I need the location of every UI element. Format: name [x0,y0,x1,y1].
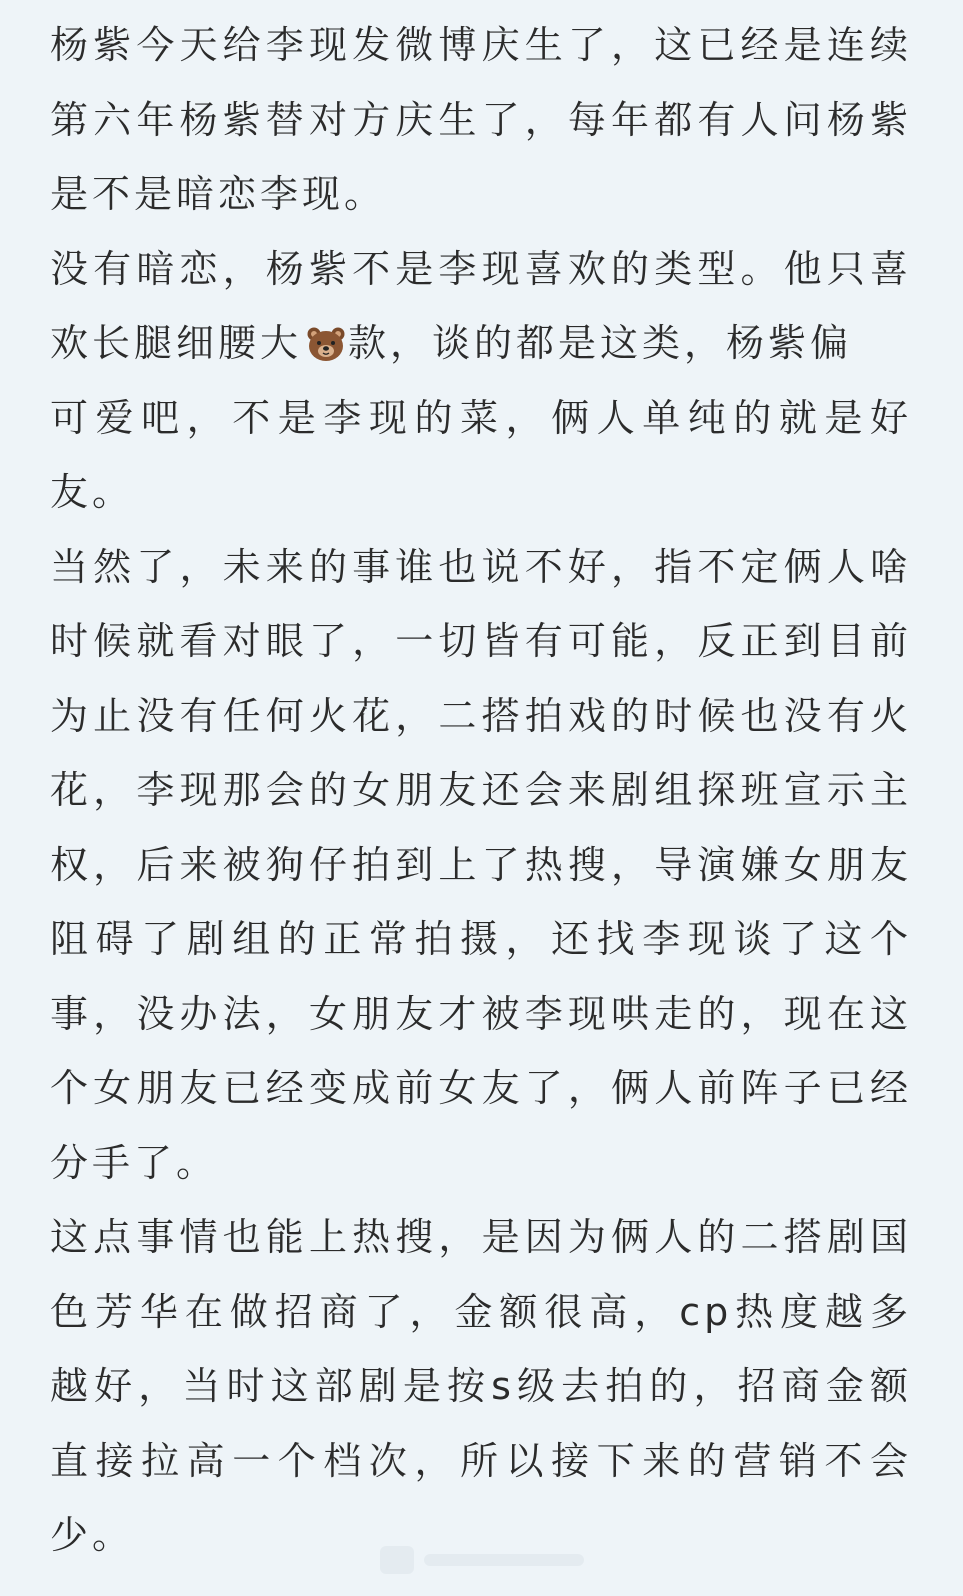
text-line: 越好，当时这部剧是按s级去拍的，招商金额 [50,1364,912,1408]
text-segment: 欢长腿细腰大 [50,321,303,365]
text-segment: 款，谈的都是这类，杨紫偏 [348,321,853,365]
faint-watermark [380,1540,600,1580]
text-line: 分手了。 [50,1140,219,1185]
text-line-with-emoji [50,306,912,381]
text-line: 杨紫今天给李现发微博庆生了，这已经是连续 [50,23,912,67]
text-line: 少。 [50,1513,135,1557]
text-line: 时候就看对眼了，一切皆有可能，反正到目前 [50,619,912,663]
text-line: 色芳华在做招商了，金额很高，cp热度越多 [50,1289,912,1334]
text-line: 没有暗恋，杨紫不是李现喜欢的类型。他只喜 [50,246,912,291]
text-line: 友。 [50,470,135,514]
text-line: 权，后来被狗仔拍到上了热搜，导演嫌女朋友 [50,842,912,887]
bear-face-icon [306,312,346,348]
text-line: 第六年杨紫替对方庆生了，每年都有人问杨紫 [50,97,912,142]
text-line: 花，李现那会的女朋友还会来剧组探班宣示主 [50,768,912,812]
text-line: 这点事情也能上热搜，是因为俩人的二搭剧国 [50,1215,912,1259]
text-line: 可爱吧，不是李现的菜，俩人单纯的就是好 [50,395,912,440]
post-text [50,8,912,1573]
text-line: 事，没办法，女朋友才被李现哄走的，现在这 [50,991,912,1036]
text-line: 是不是暗恋李现。 [50,172,387,216]
text-line: 阻碍了剧组的正常拍摄，还找李现谈了这个 [50,917,912,961]
text-line: 直接拉高一个档次，所以接下来的营销不会 [50,1438,912,1483]
text-line: 个女朋友已经变成前女友了，俩人前阵子已经 [50,1066,912,1110]
text-line: 当然了，未来的事谁也说不好，指不定俩人啥 [50,544,912,589]
text-line: 为止没有任何火花，二搭拍戏的时候也没有火 [50,693,912,738]
